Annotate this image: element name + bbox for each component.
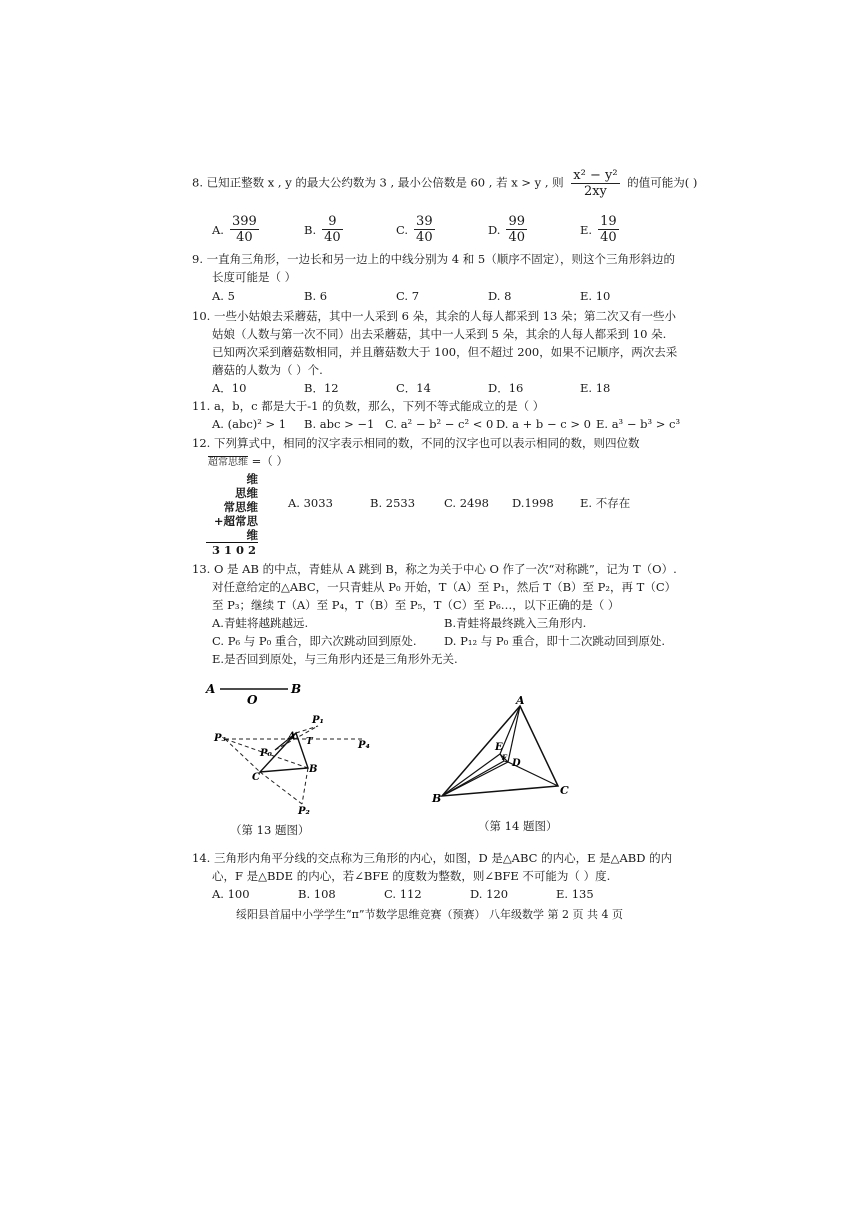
label-b: B (291, 682, 302, 696)
segment-ab-diagram (205, 682, 301, 707)
q11-option: C. a² − b² − c² < 0 (385, 417, 494, 431)
dashed-line-b-p2 (302, 768, 308, 804)
label-p2: P₂ (298, 806, 310, 816)
label-p3: P₃ (214, 733, 226, 744)
q10-option: B．12 (304, 381, 339, 395)
frog-jump-diagram (213, 715, 370, 816)
q8-stem-a: 8. 已知正整数 x , y 的最大公约数为 3 , 最小公倍数是 60 , 若 x > y , 则 (192, 175, 564, 190)
q10-option: A．10 (212, 381, 247, 395)
q12-row: 常思维 (223, 500, 258, 514)
q13-line: 至 P₃；继续 T（A）至 P₄，T（B）至 P₅，T（C）至 P₆…，以下正确的是（ ） (212, 598, 620, 612)
label-a: A (516, 694, 525, 707)
q8-option-label: E. (580, 222, 593, 237)
q8-option (304, 214, 343, 245)
q12-option: E. 不存在 (580, 496, 631, 510)
q8-option-label: D. (488, 222, 501, 237)
q8-frac-num: x² − y² (573, 168, 618, 183)
q13-option-b: B.青蛙将最终跳入三角形内. (444, 616, 587, 630)
q8-option (396, 214, 435, 245)
label-p0: P₀ (260, 748, 272, 759)
q12-option: C. 2498 (444, 496, 489, 510)
q13-option-e: E.是否回到原处，与三角形内还是三角形外无关. (212, 652, 458, 666)
q11-option: B. abc > −1 (304, 417, 375, 431)
label-a-vertex: A (288, 731, 296, 742)
q12-option: B. 2533 (370, 496, 416, 510)
label-t: T (306, 737, 313, 747)
q8-stem (192, 168, 697, 199)
q8-option-den: 40 (600, 230, 617, 245)
q14-option: B. 108 (298, 887, 336, 901)
q12-option: A. 3033 (288, 496, 333, 510)
figure-13 (200, 676, 380, 816)
q12-row: 思维 (235, 486, 258, 500)
q13-option-c: C. P₆ 与 P₀ 重合，即六次跳动回到原处. (212, 634, 417, 648)
q9-option: B. 6 (304, 289, 328, 303)
dashed-line-c-p2 (260, 772, 302, 804)
q9-line: 长度可能是（ ） (212, 270, 297, 284)
q8-option-num: 9 (322, 214, 343, 230)
q14-option: D. 120 (470, 887, 509, 901)
q13-option-a: A.青蛙将越跳越远. (212, 616, 309, 630)
q8-option-fraction (598, 214, 619, 245)
q8-option-den: 40 (236, 230, 253, 245)
q8-option-label: B. (304, 222, 317, 237)
segment-b-e (442, 754, 500, 796)
q10-line: 蘑菇的人数为（ ）个. (212, 363, 323, 377)
q8-option-fraction (414, 214, 435, 245)
q12-column-addition (206, 472, 258, 557)
q14-line: 14. 三角形内角平分线的交点称为三角形的内心，如图，D 是△ABC 的内心，E 是△ABD 的内 (192, 851, 673, 865)
q8-option-num: 99 (508, 214, 526, 229)
q11-stem: 11. a，b，c 都是大于-1 的负数，那么，下列不等式能成立的是（ ） (192, 399, 545, 413)
q11-option: E. a³ − b³ > c³ (596, 417, 681, 431)
q13-option-d: D. P₁₂ 与 P₀ 重合，即十二次跳动回到原处. (444, 634, 666, 648)
label-b-vertex: B (309, 764, 318, 775)
q10-option: C．14 (396, 381, 431, 395)
q9-option: D. 8 (488, 289, 512, 303)
q12-line2 (208, 452, 288, 472)
q9-line: 9. 一直角三角形，一边长和另一边上的中线分别为 4 和 5（顺序不固定），则这个三角形斜边的 (192, 252, 675, 266)
q11-option: A. (abc)² > 1 (212, 417, 287, 431)
q14-option: C. 112 (384, 887, 422, 901)
q8-stem-b: 的值可能为( ) (627, 175, 698, 190)
page-footer: 绥阳县首届中小学学生“π”节数学思维竞赛（预赛） 八年级数学 第 2 页 共 4 页 (236, 908, 623, 921)
q8-frac-den: 2xy (583, 184, 607, 199)
dashed-line-p3-c (225, 739, 260, 772)
label-e: E (495, 742, 503, 753)
figure-13-caption: （第 13 题图） (230, 823, 310, 837)
q8-option (580, 214, 619, 245)
segment-a-e (500, 706, 520, 754)
q9-option: E. 10 (580, 289, 611, 303)
q12-row: 维 (246, 472, 258, 486)
q10-option: E. 18 (580, 381, 611, 395)
q12-line: 12. 下列算式中，相同的汉字表示相同的数，不同的汉字也可以表示相同的数，则四位数 (192, 436, 640, 450)
q8-option-label: A. (212, 222, 224, 237)
q8-option-label: C. (396, 222, 409, 237)
q8-option-den: 40 (508, 230, 526, 245)
label-b: B (432, 792, 442, 805)
q14-option: A. 100 (212, 887, 250, 901)
q8-option-fraction (322, 214, 343, 245)
label-c: C (560, 784, 569, 797)
q10-line: 已知两次采到蘑菇数相同，并且蘑菇数大于 100，但不超过 200，如果不记顺序，两次去采 (212, 345, 678, 359)
q13-line: 13. O 是 AB 的中点，青蛙从 A 跳到 B，称之为关于中心 O 作了一次“对称跳”，记为 T（O）. (192, 562, 677, 576)
q14-option: E. 135 (556, 887, 594, 901)
q8-option (488, 214, 527, 245)
label-a: A (206, 682, 216, 696)
label-p4: P₄ (358, 740, 370, 751)
q10-line: 姑娘（人数与第一次不同）出去采蘑菇，其中一人采到 5 朵，其余的人每人都采到 10 朵. (212, 327, 667, 341)
q10-line: 10. 一些小姑娘去采蘑菇，其中一人采到 6 朵，其余的人每人都采到 13 朵；第二次又有一些小 (192, 309, 677, 323)
segment-a-d (508, 706, 520, 762)
q12-row: +超常思维 (213, 514, 258, 542)
figure-14 (428, 694, 588, 812)
q11-option: D. a + b − c > 0 (496, 417, 591, 431)
label-c-vertex: C (252, 772, 260, 783)
q9-option: A. 5 (212, 289, 235, 303)
q8-option-num: 19 (600, 214, 617, 229)
q13-line: 对任意给定的△ABC，一只青蛙从 P₀ 开始，T（A）至 P₁，然后 T（B）至 P₂，再 T（C） (212, 580, 677, 594)
figure-14-caption: （第 14 题图） (478, 819, 558, 833)
q12-line2-rest: =（ ） (248, 454, 288, 468)
q8-option-fraction (230, 214, 259, 245)
q12-option: D.1998 (512, 496, 554, 510)
q12-sum: 3 1 0 2 (206, 542, 258, 557)
q8-option-den: 40 (416, 230, 433, 245)
label-o: O (247, 693, 258, 707)
label-d: D (512, 758, 521, 769)
q8-option-fraction (506, 214, 527, 245)
label-p1: P₁ (312, 715, 324, 726)
q8-option (212, 214, 259, 245)
q14-line: 心，F 是△BDE 的内心，若∠BFE 的度数为整数，则∠BFE 不可能为（ ）度. (212, 869, 611, 883)
q9-option: C. 7 (396, 289, 420, 303)
q12-word: 超常思维 (208, 457, 248, 468)
q8-fraction (571, 168, 619, 199)
q8-option-num: 39 (416, 214, 433, 229)
q8-option-num: 399 (231, 214, 257, 229)
q10-option: D．16 (488, 381, 524, 395)
label-f: F (502, 753, 507, 762)
q8-option-den: 40 (324, 230, 341, 245)
